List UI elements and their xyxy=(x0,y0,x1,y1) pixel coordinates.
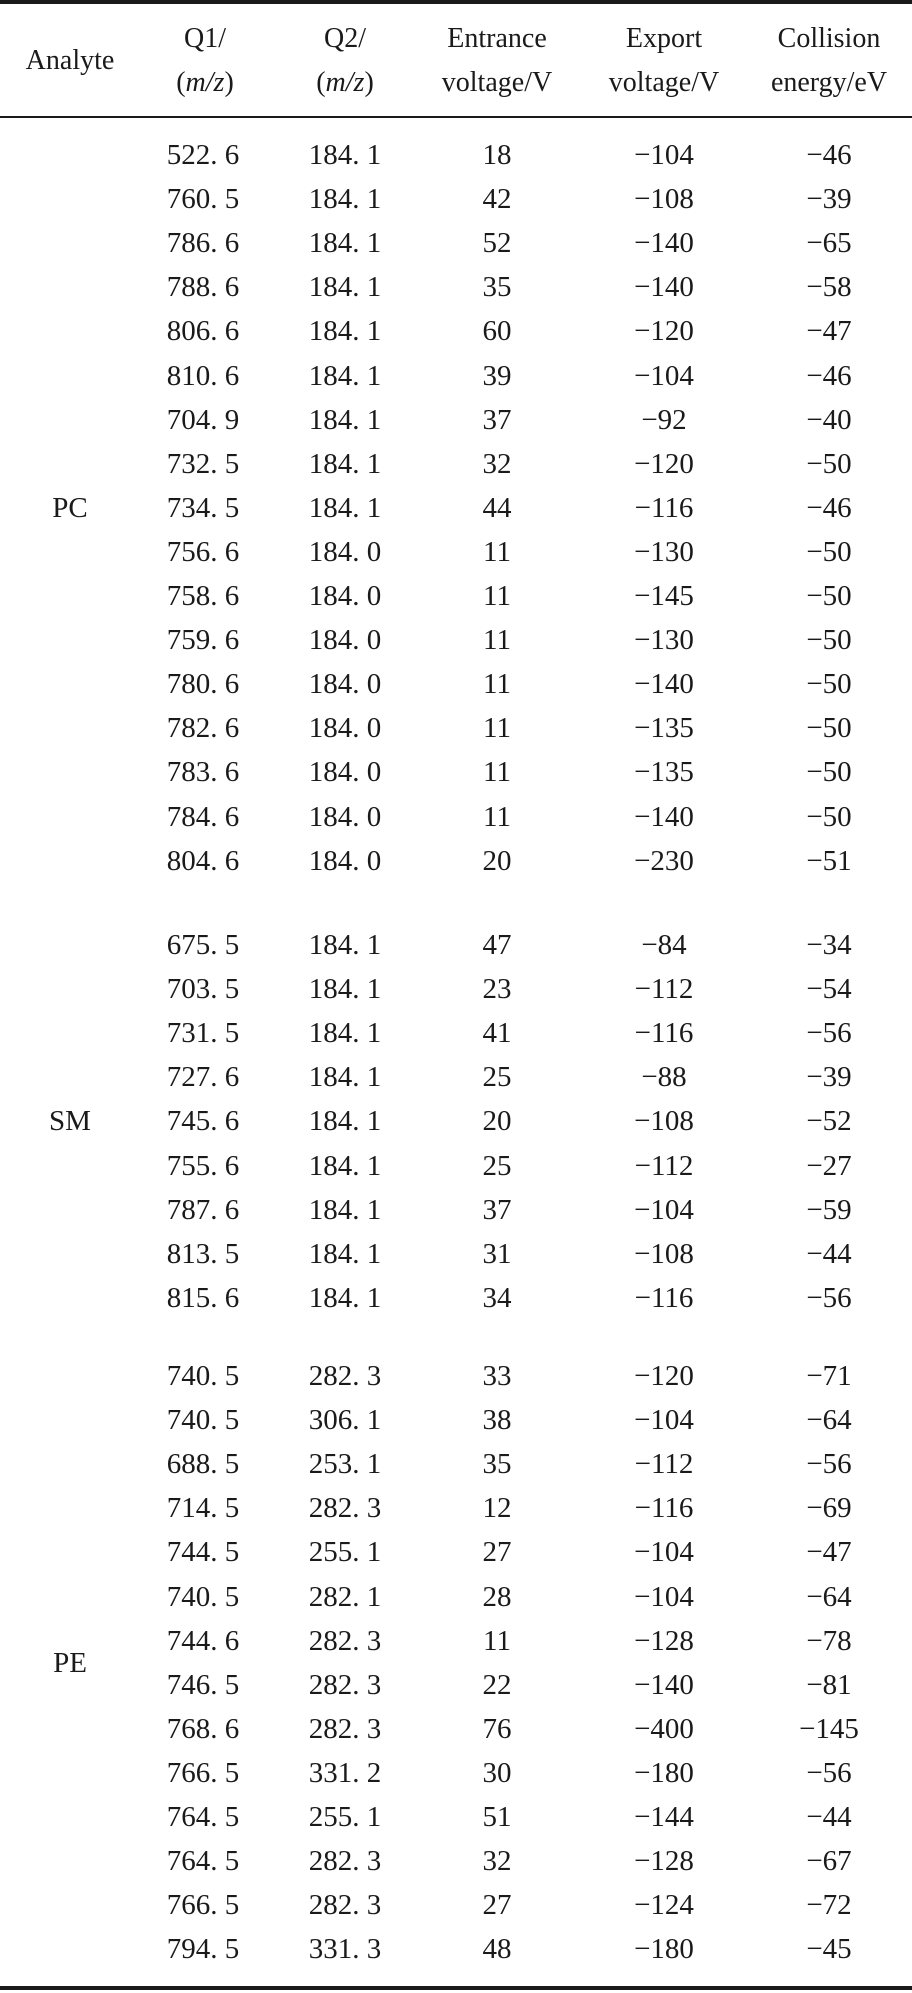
cell-export-voltage: −140 xyxy=(634,1668,694,1701)
cell-collision-energy: −51 xyxy=(806,844,852,877)
cell-q2: 184. 1 xyxy=(308,447,382,480)
cell-entrance-voltage: 28 xyxy=(482,1580,512,1613)
cell-q1: 783. 6 xyxy=(166,756,240,789)
cell-q1: 804. 6 xyxy=(166,844,240,877)
cell-entrance-voltage: 11 xyxy=(483,535,511,568)
cell-q1: 522. 6 xyxy=(166,139,240,171)
cell-entrance-voltage: 38 xyxy=(482,1404,512,1437)
header-collision-line1: Collision xyxy=(777,23,881,54)
cell-entrance-voltage: 35 xyxy=(482,271,512,304)
cell-collision-energy: −50 xyxy=(806,712,852,745)
cell-q1: 766. 5 xyxy=(166,1756,240,1789)
cell-export-voltage: −400 xyxy=(634,1712,694,1745)
cell-export-voltage: −140 xyxy=(634,271,694,304)
cell-q1: 768. 6 xyxy=(166,1712,240,1745)
cell-entrance-voltage: 31 xyxy=(482,1237,512,1270)
cell-collision-energy: −34 xyxy=(806,929,852,961)
cell-entrance-voltage: 52 xyxy=(482,227,512,260)
cell-collision-energy: −27 xyxy=(806,1149,852,1182)
analyte-label: PE xyxy=(53,1646,87,1679)
cell-export-voltage: −135 xyxy=(634,756,694,789)
cell-entrance-voltage: 37 xyxy=(482,403,512,436)
cell-q2: 331. 3 xyxy=(308,1933,382,1966)
cell-entrance-voltage: 11 xyxy=(483,1624,511,1657)
cell-export-voltage: −116 xyxy=(634,1017,694,1050)
cell-collision-energy: −64 xyxy=(806,1404,852,1437)
cell-entrance-voltage: 27 xyxy=(482,1889,512,1922)
cell-collision-energy: −47 xyxy=(806,315,852,348)
cell-q1: 810. 6 xyxy=(166,359,240,392)
cell-q2: 184. 0 xyxy=(308,756,382,789)
cell-entrance-voltage: 32 xyxy=(482,447,512,480)
cell-collision-energy: −44 xyxy=(806,1801,852,1833)
cell-export-voltage: −230 xyxy=(634,844,694,877)
cell-entrance-voltage: 25 xyxy=(482,1149,512,1182)
cell-collision-energy: −50 xyxy=(806,535,852,568)
cell-export-voltage: −124 xyxy=(634,1889,694,1922)
cell-collision-energy: −56 xyxy=(806,1756,852,1789)
cell-collision-energy: −71 xyxy=(806,1360,852,1392)
cell-collision-energy: −50 xyxy=(806,800,852,833)
cell-export-voltage: −116 xyxy=(634,491,694,524)
cell-q2: 184. 1 xyxy=(308,227,382,260)
cell-entrance-voltage: 12 xyxy=(482,1492,512,1525)
cell-q2: 184. 1 xyxy=(308,973,382,1006)
cell-entrance-voltage: 20 xyxy=(482,844,512,877)
cell-q1: 794. 5 xyxy=(166,1933,240,1966)
cell-q2: 184. 1 xyxy=(308,139,382,171)
cell-entrance-voltage: 11 xyxy=(483,668,511,701)
cell-collision-energy: −40 xyxy=(806,403,852,436)
cell-q2: 282. 3 xyxy=(308,1712,382,1745)
cell-q1: 740. 5 xyxy=(166,1360,240,1392)
cell-collision-energy: −72 xyxy=(806,1889,852,1922)
cell-entrance-voltage: 23 xyxy=(482,973,512,1006)
cell-q1: 780. 6 xyxy=(166,668,240,701)
cell-export-voltage: −108 xyxy=(634,183,694,216)
cell-entrance-voltage: 39 xyxy=(482,359,512,392)
cell-export-voltage: −180 xyxy=(634,1756,694,1789)
cell-entrance-voltage: 33 xyxy=(482,1360,512,1392)
cell-q2: 184. 0 xyxy=(308,668,382,701)
cell-q1: 815. 6 xyxy=(166,1281,240,1314)
cell-collision-energy: −50 xyxy=(806,580,852,612)
cell-q2: 306. 1 xyxy=(308,1404,382,1437)
cell-q2: 184. 1 xyxy=(308,1017,382,1050)
cell-q2: 282. 3 xyxy=(308,1889,382,1922)
cell-entrance-voltage: 37 xyxy=(482,1193,512,1226)
cell-q2: 282. 3 xyxy=(308,1845,382,1878)
cell-q1: 731. 5 xyxy=(166,1017,240,1050)
cell-q2: 282. 3 xyxy=(308,1624,382,1657)
header-entrance-voltage xyxy=(412,16,582,106)
cell-entrance-voltage: 41 xyxy=(482,1017,512,1050)
cell-q1: 744. 6 xyxy=(166,1624,240,1657)
cell-collision-energy: −59 xyxy=(806,1193,852,1226)
cell-entrance-voltage: 34 xyxy=(482,1281,512,1314)
cell-q1: 744. 5 xyxy=(166,1536,240,1569)
cell-q2: 255. 1 xyxy=(308,1536,382,1569)
cell-export-voltage: −120 xyxy=(634,315,694,348)
cell-q2: 184. 0 xyxy=(308,844,382,877)
cell-q1: 806. 6 xyxy=(166,315,240,348)
cell-q1: 704. 9 xyxy=(166,403,240,436)
cell-q2: 184. 0 xyxy=(308,535,382,568)
cell-q2: 184. 1 xyxy=(308,1237,382,1270)
cell-q1: 740. 5 xyxy=(166,1580,240,1613)
cell-export-voltage: −145 xyxy=(634,580,694,612)
cell-collision-energy: −69 xyxy=(806,1492,852,1525)
cell-q2: 184. 1 xyxy=(308,359,382,392)
cell-collision-energy: −64 xyxy=(806,1580,852,1613)
cell-q2: 282. 1 xyxy=(308,1580,382,1613)
cell-q2: 184. 1 xyxy=(308,491,382,524)
cell-q2: 184. 0 xyxy=(308,800,382,833)
header-q1-line1: Q1/ xyxy=(184,23,226,54)
header-collision-line2: energy/eV xyxy=(770,67,888,98)
cell-entrance-voltage: 27 xyxy=(482,1536,512,1569)
cell-collision-energy: −67 xyxy=(806,1845,852,1878)
cell-export-voltage: −108 xyxy=(634,1237,694,1270)
cell-export-voltage: −128 xyxy=(634,1845,694,1878)
cell-q1: 764. 5 xyxy=(166,1801,240,1833)
header-rule xyxy=(0,116,912,118)
cell-q2: 331. 2 xyxy=(308,1756,382,1789)
cell-q2: 184. 1 xyxy=(308,1149,382,1182)
cell-q1: 758. 6 xyxy=(166,580,240,612)
cell-entrance-voltage: 18 xyxy=(482,139,512,171)
cell-entrance-voltage: 35 xyxy=(482,1448,512,1481)
cell-export-voltage: −92 xyxy=(641,403,687,436)
cell-q1: 703. 5 xyxy=(166,973,240,1006)
cell-export-voltage: −112 xyxy=(634,1448,694,1481)
header-analyte xyxy=(0,16,140,106)
header-q2-line2: (m/z) xyxy=(316,67,374,98)
cell-q1: 784. 6 xyxy=(166,800,240,833)
cell-q2: 253. 1 xyxy=(308,1448,382,1481)
cell-collision-energy: −56 xyxy=(806,1448,852,1481)
cell-export-voltage: −108 xyxy=(634,1105,694,1138)
table-top-rule xyxy=(0,0,912,4)
cell-export-voltage: −135 xyxy=(634,712,694,745)
cell-export-voltage: −128 xyxy=(634,1624,694,1657)
cell-export-voltage: −116 xyxy=(634,1281,694,1314)
cell-entrance-voltage: 44 xyxy=(482,491,512,524)
cell-q2: 282. 3 xyxy=(308,1360,382,1392)
cell-entrance-voltage: 11 xyxy=(483,580,511,612)
cell-entrance-voltage: 60 xyxy=(482,315,512,348)
header-entrance-line2: voltage/V xyxy=(441,67,553,98)
cell-q2: 184. 1 xyxy=(308,929,382,961)
cell-q1: 782. 6 xyxy=(166,712,240,745)
cell-export-voltage: −140 xyxy=(634,227,694,260)
header-q2-line1: Q2/ xyxy=(324,23,366,54)
header-export-voltage xyxy=(582,16,746,106)
cell-collision-energy: −50 xyxy=(806,447,852,480)
cell-collision-energy: −78 xyxy=(806,1624,852,1657)
cell-q1: 813. 5 xyxy=(166,1237,240,1270)
cell-export-voltage: −84 xyxy=(641,929,687,961)
cell-collision-energy: −46 xyxy=(806,139,852,171)
cell-q1: 755. 6 xyxy=(166,1149,240,1182)
cell-q1: 714. 5 xyxy=(166,1492,240,1525)
cell-q1: 764. 5 xyxy=(166,1845,240,1878)
header-collision-energy xyxy=(746,16,912,106)
table-bottom-rule xyxy=(0,1986,912,1990)
cell-q2: 184. 1 xyxy=(308,1193,382,1226)
cell-q2: 184. 1 xyxy=(308,1281,382,1314)
cell-collision-energy: −45 xyxy=(806,1933,852,1966)
cell-export-voltage: −112 xyxy=(634,973,694,1006)
cell-q2: 282. 3 xyxy=(308,1668,382,1701)
header-export-line1: Export xyxy=(625,23,703,54)
cell-q1: 675. 5 xyxy=(166,929,240,961)
cell-collision-energy: −47 xyxy=(806,1536,852,1569)
cell-export-voltage: −120 xyxy=(634,447,694,480)
cell-q1: 740. 5 xyxy=(166,1404,240,1437)
cell-q2: 184. 0 xyxy=(308,712,382,745)
cell-q2: 184. 1 xyxy=(308,271,382,304)
cell-entrance-voltage: 51 xyxy=(482,1801,512,1833)
cell-export-voltage: −140 xyxy=(634,668,694,701)
analyte-label: SM xyxy=(49,1105,91,1138)
header-q1-line2: (m/z) xyxy=(176,67,234,98)
cell-collision-energy: −54 xyxy=(806,973,852,1006)
cell-q1: 745. 6 xyxy=(166,1105,240,1138)
cell-q1: 732. 5 xyxy=(166,447,240,480)
cell-export-voltage: −112 xyxy=(634,1149,694,1182)
cell-export-voltage: −104 xyxy=(634,359,694,392)
cell-export-voltage: −144 xyxy=(634,1801,694,1833)
cell-export-voltage: −130 xyxy=(634,535,694,568)
cell-entrance-voltage: 11 xyxy=(483,712,511,745)
cell-q1: 734. 5 xyxy=(166,491,240,524)
cell-export-voltage: −104 xyxy=(634,1404,694,1437)
cell-q1: 760. 5 xyxy=(166,183,240,216)
cell-export-voltage: −104 xyxy=(634,139,694,171)
cell-collision-energy: −81 xyxy=(806,1668,852,1701)
cell-entrance-voltage: 30 xyxy=(482,1756,512,1789)
cell-q2: 184. 1 xyxy=(308,315,382,348)
cell-entrance-voltage: 47 xyxy=(482,929,512,961)
cell-collision-energy: −50 xyxy=(806,756,852,789)
cell-export-voltage: −180 xyxy=(634,1933,694,1966)
cell-q1: 756. 6 xyxy=(166,535,240,568)
cell-q1: 727. 6 xyxy=(166,1061,240,1094)
cell-collision-energy: −50 xyxy=(806,624,852,657)
cell-collision-energy: −46 xyxy=(806,491,852,524)
cell-collision-energy: −50 xyxy=(806,668,852,701)
cell-export-voltage: −130 xyxy=(634,624,694,657)
cell-entrance-voltage: 42 xyxy=(482,183,512,216)
cell-collision-energy: −56 xyxy=(806,1281,852,1314)
cell-export-voltage: −116 xyxy=(634,1492,694,1525)
header-entrance-line1: Entrance xyxy=(447,23,547,54)
cell-q2: 184. 1 xyxy=(308,1061,382,1094)
cell-entrance-voltage: 76 xyxy=(482,1712,512,1745)
header-q2 xyxy=(280,16,410,106)
cell-entrance-voltage: 32 xyxy=(482,1845,512,1878)
cell-q1: 787. 6 xyxy=(166,1193,240,1226)
cell-entrance-voltage: 22 xyxy=(482,1668,512,1701)
cell-q1: 746. 5 xyxy=(166,1668,240,1701)
cell-collision-energy: −58 xyxy=(806,271,852,304)
cell-q2: 184. 0 xyxy=(308,624,382,657)
cell-export-voltage: −140 xyxy=(634,800,694,833)
cell-export-voltage: −88 xyxy=(641,1061,687,1094)
cell-q1: 766. 5 xyxy=(166,1889,240,1922)
cell-export-voltage: −104 xyxy=(634,1536,694,1569)
cell-entrance-voltage: 11 xyxy=(483,756,511,789)
cell-q2: 184. 1 xyxy=(308,183,382,216)
cell-collision-energy: −39 xyxy=(806,183,852,216)
cell-q1: 759. 6 xyxy=(166,624,240,657)
cell-entrance-voltage: 25 xyxy=(482,1061,512,1094)
cell-collision-energy: −65 xyxy=(806,227,852,260)
header-export-line2: voltage/V xyxy=(608,67,720,98)
cell-entrance-voltage: 20 xyxy=(482,1105,512,1138)
cell-q1: 788. 6 xyxy=(166,271,240,304)
cell-q2: 184. 1 xyxy=(308,403,382,436)
cell-export-voltage: −104 xyxy=(634,1193,694,1226)
cell-export-voltage: −120 xyxy=(634,1360,694,1392)
analyte-label: PC xyxy=(52,491,88,524)
cell-q2: 184. 1 xyxy=(308,1105,382,1138)
cell-collision-energy: −46 xyxy=(806,359,852,392)
cell-collision-energy: −145 xyxy=(799,1712,859,1745)
cell-q2: 282. 3 xyxy=(308,1492,382,1525)
cell-export-voltage: −104 xyxy=(634,1580,694,1613)
cell-q2: 184. 0 xyxy=(308,580,382,612)
cell-q1: 688. 5 xyxy=(166,1448,240,1481)
cell-collision-energy: −39 xyxy=(806,1061,852,1094)
header-analyte-label: Analyte xyxy=(25,45,115,76)
cell-entrance-voltage: 11 xyxy=(483,800,511,833)
cell-entrance-voltage: 11 xyxy=(483,624,511,657)
cell-q2: 255. 1 xyxy=(308,1801,382,1833)
header-q1 xyxy=(140,16,270,106)
cell-q1: 786. 6 xyxy=(166,227,240,260)
cell-collision-energy: −52 xyxy=(806,1105,852,1138)
cell-collision-energy: −56 xyxy=(806,1017,852,1050)
cell-entrance-voltage: 48 xyxy=(482,1933,512,1966)
cell-collision-energy: −44 xyxy=(806,1237,852,1270)
